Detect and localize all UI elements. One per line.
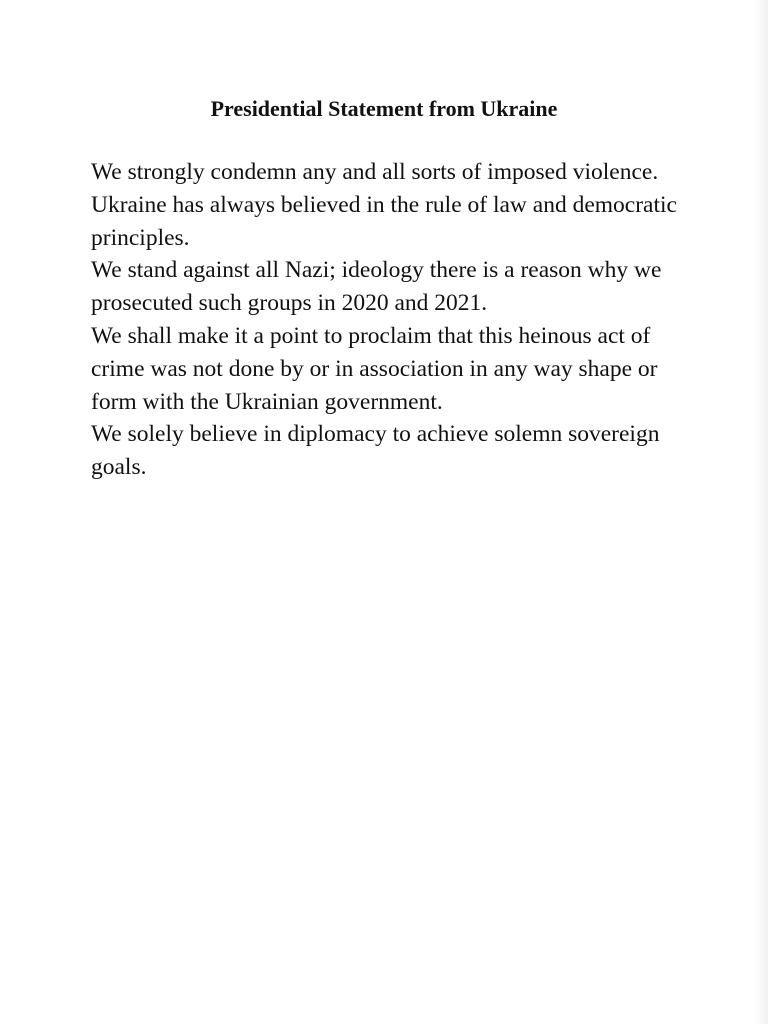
document-body	[91, 156, 691, 484]
statement-paragraph-2: We stand against all Nazi; ideology there is a reason why we prosecuted such groups in 2020 and 2021.	[91, 257, 662, 317]
statement-paragraph-1: We strongly condemn any and all sorts of imposed violence. Ukraine has always believed in the rule of law and democratic principles.	[91, 159, 677, 251]
document-title: Presidential Statement from Ukraine	[210, 96, 558, 121]
page-edge-shadow	[754, 0, 768, 1024]
statement-paragraph-3: We shall make it a point to proclaim that this heinous act of crime was not done by or in association in any way shape or form with the Ukrainian government.	[91, 322, 658, 415]
statement-paragraph-4: We solely believe in diplomacy to achieve solemn sovereign goals.	[91, 421, 660, 481]
